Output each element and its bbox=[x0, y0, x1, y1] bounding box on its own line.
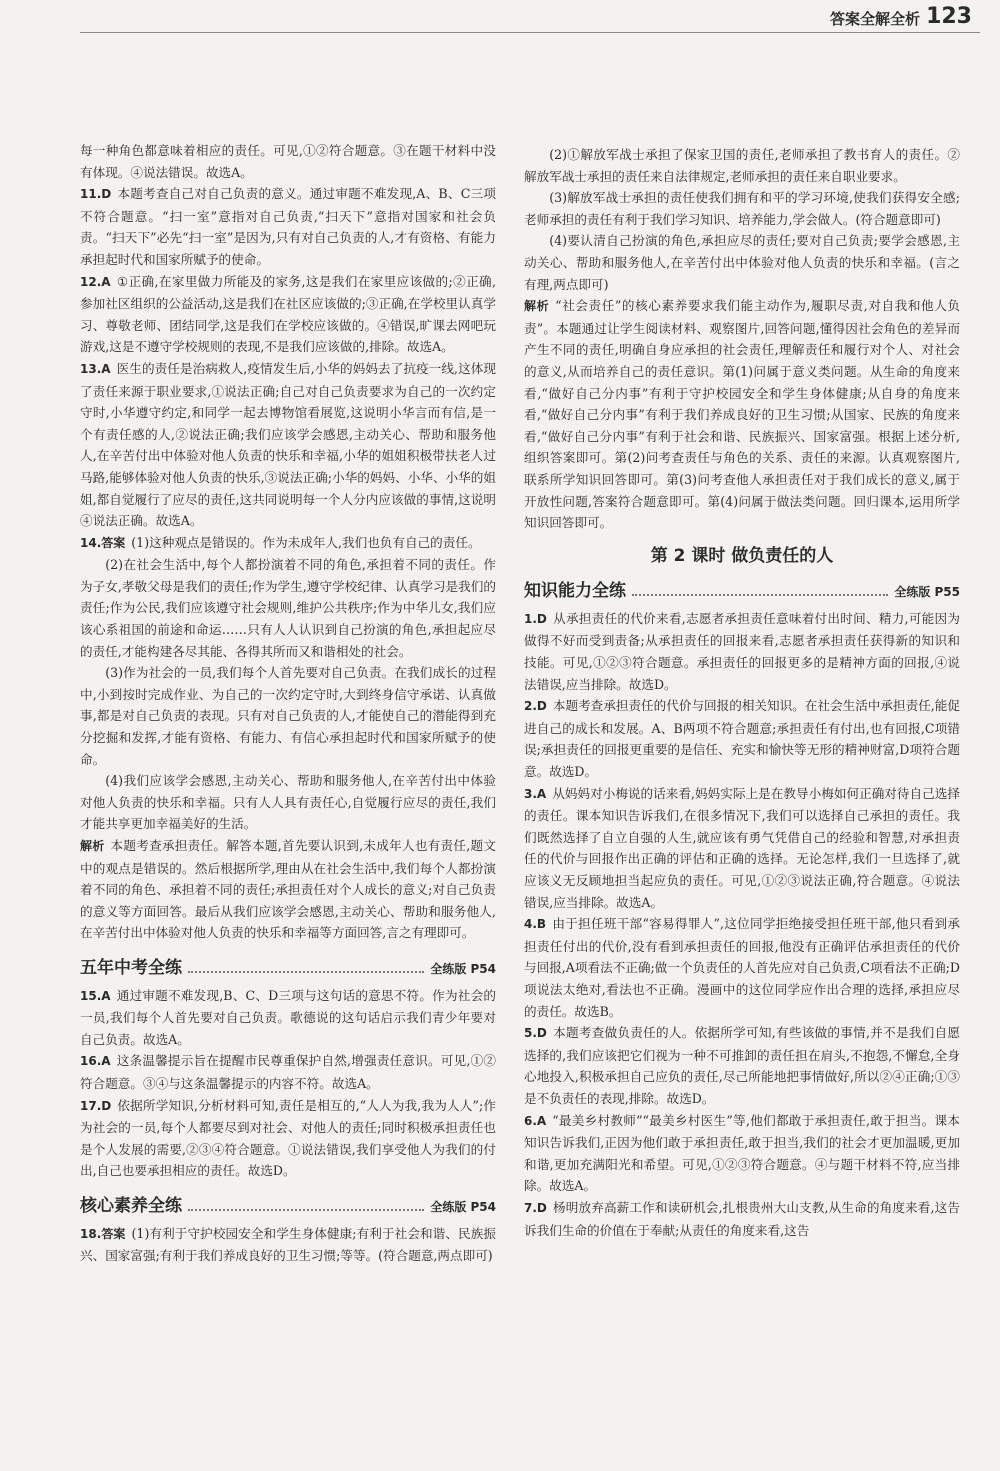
indented-paragraph: (2)①解放军战士承担了保家卫国的责任,老师承担了教书育人的责任。②解放军战士承担的责任来自法律规定,老师承担的责任来自职业要求。 bbox=[524, 147, 960, 184]
section-header bbox=[80, 958, 496, 981]
answer-label: 2.D bbox=[524, 699, 547, 714]
answer-label: 6.A bbox=[524, 1113, 547, 1128]
answer-label: 1.D bbox=[524, 611, 547, 626]
answer-text: 本题考查自己对自己负责的意义。通过审题不难发现,A、B、C三项不符合题意。“扫一室”意指对自己负责,“扫天下”意指对国家和社会负责。“扫天下”必先“扫一室”是因为,只有对自己负责的人,才有资格、有能力承担起时代和国家所赋予的使命。 bbox=[80, 186, 496, 267]
section-header bbox=[524, 581, 960, 604]
indented-paragraph: (4)要认清自己扮演的角色,承担应尽的责任;要对自己负责;要学会感恩,主动关心、帮助和服务他人,在辛苦付出中体验对他人负责的快乐和幸福。(言之有理,两点即可) bbox=[524, 233, 960, 292]
answer-text: 本题考查承担责任。解答本题,首先要认识到,未成年人也有责任,题文中的观点是错误的。然后根据所学,理由从在社会生活中,我们每个人都扮演着不同的角色、承担着不同的责任;承担责任对个人成长的意义;对自己负责的意义等方面回答。最后从我们应该学会感恩,主动关心、帮助和服务他人,在辛苦付出中体验对他人负责的快乐和幸福等方面回答,言之有理即可。 bbox=[80, 838, 496, 941]
answer-text: 由于担任班干部“容易得罪人”,这位同学拒绝接受担任班干部,他只看到承担责任付出的代价,没有看到承担责任的回报,他没有正确评估承担责任的代价与回报,A项看法不正确;做一个负责任的人首先应对自己负责,C项看法不正确;D项说法太绝对,看法也不正确。漫画中的这位同学应作出合理的选择,承担应尽的责任。故选B。 bbox=[524, 916, 960, 1019]
section-leader bbox=[632, 594, 888, 596]
answer-label: 7.D bbox=[524, 1200, 547, 1215]
answer-item bbox=[524, 783, 960, 914]
section-ref: 全练版 P55 bbox=[894, 585, 960, 600]
answer-item bbox=[80, 985, 496, 1051]
answer-label: 17.D bbox=[80, 1098, 112, 1113]
answer-item bbox=[524, 1110, 960, 1197]
answer-text: 从妈妈对小梅说的话来看,妈妈实际上是在教导小梅如何正确对待自己选择的责任。课本知识告诉我们,在很多情况下,我们可以选择自己承担的责任。我们既然选择了自立自强的人生,就应该有勇气凭借自己的经验和智慧,对承担责任的代价与回报作出正确的评估和正确的选择。无论怎样,我们一旦选择了,就应该义无反顾地担当起应负的责任。可见,①②③说法正确,符合题意。④说法错误,应当排除。故选A。 bbox=[524, 785, 960, 910]
section-ref: 全练版 P54 bbox=[430, 1199, 496, 1214]
header-title: 答案全解全析 bbox=[829, 10, 920, 28]
answer-label: 12.A bbox=[80, 274, 111, 289]
answer-text: 这条温馨提示旨在提醒市民尊重保护自然,增强责任意识。可见,①②符合题意。③④与这条温馨提示的内容不符。故选A。 bbox=[80, 1053, 496, 1091]
section-header bbox=[80, 1196, 496, 1219]
answer-label: 16.A bbox=[80, 1054, 111, 1069]
section-leader bbox=[188, 1209, 424, 1211]
answer-item bbox=[80, 1223, 496, 1267]
answer-text: ①正确,在家里做力所能及的家务,这是我们在家里应该做的;②正确,参加社区组织的公益活动,这是我们在社区应该做的;③正确,在学校里认真学习、尊敬老师、团结同学,这是我们在学校应该做的。④错误,旷课去网吧玩游戏,这是不遵守学校规则的表现,不是我们应该做的,排除。故选A。 bbox=[80, 273, 496, 355]
answer-item bbox=[80, 358, 496, 532]
answer-label: 解析 bbox=[524, 299, 550, 314]
answer-item bbox=[80, 835, 496, 944]
indented-paragraph: (3)解放军战士承担的责任使我们拥有和平的学习环境,使我们获得安全感;老师承担的责任有利于我们学习知识、培养能力,学会做人。(符合题意即可) bbox=[524, 190, 960, 227]
section-title: 五年中考全练 bbox=[80, 957, 182, 978]
answer-text: 杨明放弃高薪工作和读研机会,扎根贵州大山支教,从生命的角度来看,这告诉我们生命的价值在于奉献;从责任的角度来看,这告 bbox=[524, 1199, 960, 1238]
answer-item bbox=[80, 183, 496, 270]
answer-item bbox=[524, 913, 960, 1022]
answer-label: 3.A bbox=[524, 786, 547, 801]
section-ref: 全练版 P54 bbox=[430, 961, 496, 976]
answer-text: 从承担责任的代价来看,志愿者承担责任意味着付出时间、精力,可能因为做得不好而受到责备;从承担责任的回报来看,志愿者承担责任获得新的知识和技能。可见,①②③符合题意。承担责任的回报更多的是精神方面的回报,④说法错误,应当排除。故选D。 bbox=[524, 610, 960, 692]
answer-label: 15.A bbox=[80, 988, 111, 1003]
answer-label: 4.B bbox=[524, 917, 547, 932]
indented-paragraph: (2)在社会生活中,每个人都扮演着不同的角色,承担着不同的责任。作为子女,孝敬父母是我们的责任;作为学生,遵守学校纪律、认真学习是我们的责任;作为公民,我们应该遵守社会规则,维护公共秩序;作为中华儿女,我们应该心系祖国的前途和命运……只有人人认识到自己扮演的角色,承担起应尽的责任,才能构建各尽其能、各得其所而又和谐相处的社会。 bbox=[80, 557, 496, 659]
answer-text: (1)这种观点是错误的。作为未成年人,我们也负有自己的责任。 bbox=[131, 534, 481, 550]
answer-item bbox=[524, 295, 960, 534]
answer-item bbox=[524, 695, 960, 782]
answer-text: “最美乡村教师”“最美乡村医生”等,他们都敢于承担责任,敢于担当。课本知识告诉我们,正因为他们敢于承担责任,敢于担当,我们的社会才更加温暖,更加和谐,更加充满阳光和希望。可见,①②③符合题意。④与题干材料不符,应当排除。故选A。 bbox=[524, 1112, 960, 1194]
answer-label: 14.答案 bbox=[80, 535, 126, 550]
answer-text: 依据所学知识,分析材料可知,责任是相互的,“人人为我,我为人人”;作为社会的一员,每个人都要尽到对社会、对他人的责任;同时积极承担责任也是个人发展的需要,②③④符合题意。①说法错误,我们享受他人为我们的付出,自己也要承担相应的责任。故选D。 bbox=[80, 1097, 496, 1179]
answer-text: 本题考查承担责任的代价与回报的相关知识。在社会生活中承担责任,能促进自己的成长和发展。A、B两项不符合题意;承担责任有付出,也有回报,C项错误;承担责任的回报更重要的是信任、充实和愉快等无形的精神财富,D项符合题意。故选D。 bbox=[524, 698, 960, 780]
answer-item bbox=[524, 1022, 960, 1109]
right-column bbox=[524, 144, 960, 1241]
answer-text: “社会责任”的核心素养要求我们能主动作为,履职尽责,对自我和他人负责”。本题通过让学生阅读材料、观察图片,回答问题,懂得因社会角色的差异而产生不同的责任,明确自身应承担的社会责任,理解责任和履行对个人、对社会的意义,从而培养自己的责任意识。第(1)问属于意义类问题。从生命的角度来看,“做好自己分内事”有利于守护校园安全和学生身体健康;从自身的角度来看,“做好自己分内事”有利于我们养成良好的卫生习惯;从国家、民族的角度来看,“做好自己分内事”有利于社会和谐、民族振兴、国家富强。根据上述分析,组织答案即可。第(2)问考查责任与角色的关系、责任的来源。认真观察图片,联系所学知识回答即可。第(3)问考查他人承担责任对于我们成长的意义,属于开放性问题,答案符合题意即可。第(4)问属于做法类问题。回归课本,运用所学知识回答即可。 bbox=[524, 298, 960, 531]
answer-item bbox=[524, 608, 960, 695]
answer-text: 通过审题不难发现,B、C、D三项与这句话的意思不符。作为社会的一员,我们每个人首先要对自己负责。歌德说的这句话启示我们青少年要对自己负责。故选A。 bbox=[80, 987, 496, 1047]
answer-label: 5.D bbox=[524, 1026, 547, 1041]
section-title: 核心素养全练 bbox=[80, 1195, 182, 1216]
paragraph: 每一种角色都意味着相应的责任。可见,①②符合题意。③在题干材料中没有体现。④说法错误。故选A。 bbox=[80, 143, 496, 180]
answer-text: 本题考查做负责任的人。依据所学可知,有些该做的事情,并不是我们自愿选择的,我们应该把它们视为一种不可推卸的责任担在肩头,不抱怨,不懈怠,全身心地投入,积极承担自己应负的责任,尽己所能地把事情做好,所以②④正确;①③是不负责任的表现,排除。故选D。 bbox=[524, 1025, 960, 1106]
header-rule bbox=[80, 32, 980, 33]
answer-item bbox=[524, 1197, 960, 1241]
page-number: 123 bbox=[926, 4, 972, 29]
answer-text: (1)有利于守护校园安全和学生身体健康;有利于社会和谐、民族振兴、国家富强;有利于我们养成良好的卫生习惯;等等。(符合题意,两点即可) bbox=[80, 1225, 496, 1264]
lesson-title: 第 2 课时 做负责任的人 bbox=[650, 545, 834, 566]
section-title: 知识能力全练 bbox=[524, 581, 626, 602]
answer-label: 解析 bbox=[80, 839, 105, 853]
indented-paragraph: (4)我们应该学会感恩,主动关心、帮助和服务他人,在辛苦付出中体验对他人负责的快乐和幸福。只有人人具有责任心,自觉履行应尽的责任,我们才能共享更加幸福美好的生活。 bbox=[80, 773, 496, 832]
answer-label: 13.A bbox=[80, 361, 111, 376]
page-header bbox=[0, 0, 1000, 40]
answer-label: 18.答案 bbox=[80, 1226, 126, 1241]
answer-item bbox=[80, 1095, 496, 1182]
answer-text: 医生的责任是治病救人,疫情发生后,小华的妈妈去了抗疫一线,这体现了责任来源于职业要求,①说法正确;自己对自己负责要求为自己的一次约定守时,小华遵守约定,和同学一起去博物馆看展览,这说明小华言而有信,是一个有责任感的人,②说法正确;我们应该学会感恩,主动关心、帮助和服务他人,在辛苦付出中体验对他人负责的快乐和幸福,小华的姐姐积极带扶老人过马路,能够体验对他人负责的快乐,③说法正确;小华的妈妈、小华、小华的姐姐,都自觉履行了应尽的责任,这共同说明每一个人分内应该做的事情,这说明④说法正确。故选A。 bbox=[80, 360, 496, 529]
section-leader bbox=[188, 971, 424, 973]
answer-label: 11.D bbox=[80, 187, 112, 202]
answer-item bbox=[80, 1050, 496, 1094]
answer-item bbox=[80, 271, 496, 358]
answer-item bbox=[80, 532, 496, 555]
left-column bbox=[80, 140, 496, 1267]
indented-paragraph: (3)作为社会的一员,我们每个人首先要对自己负责。在我们成长的过程中,小到按时完成作业、为自己的一次约定守时,大到终身信守承诺、认真做事,都是对自己负责的表现。只有对自己负责的人,才能使自己的潜能得到充分挖掘和发挥,才能有资格、有能力、有信心承担起时代和国家所赋予的使命。 bbox=[80, 665, 496, 767]
